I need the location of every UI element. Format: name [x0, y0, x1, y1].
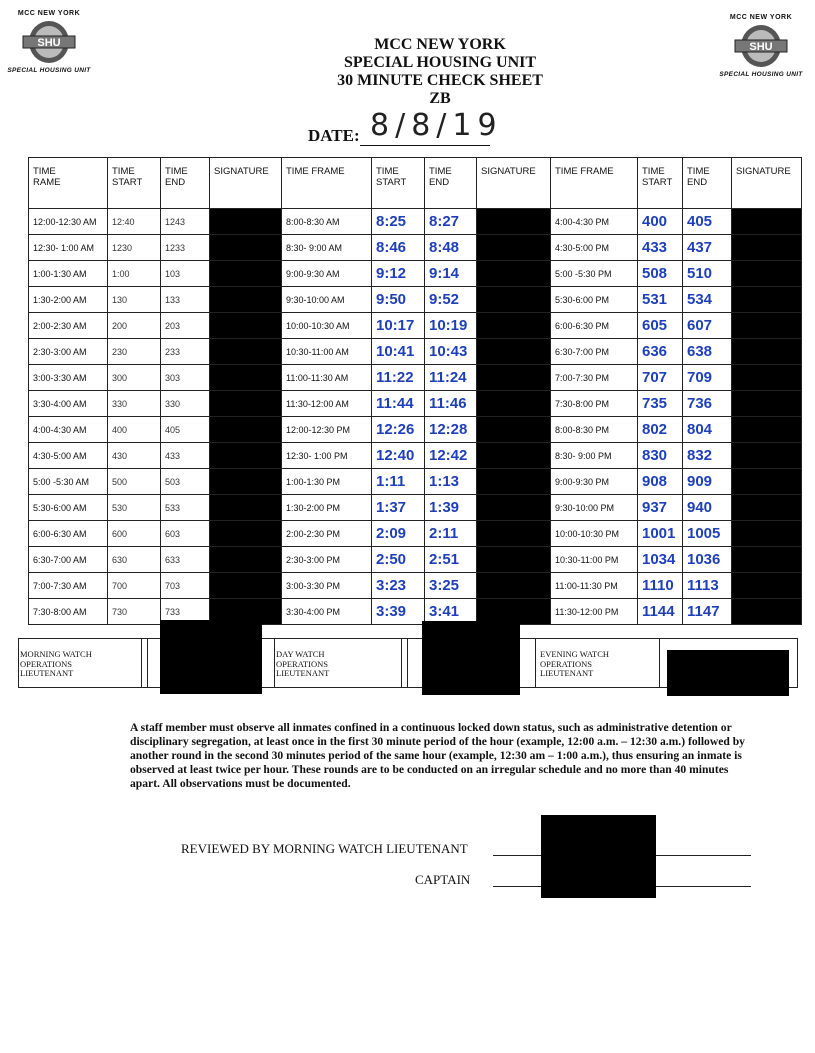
- page-title: [300, 36, 580, 108]
- time-end-cell[interactable]: 405: [683, 209, 732, 235]
- time-frame-cell: 1:00-1:30 PM: [282, 469, 372, 495]
- time-end-cell[interactable]: 437: [683, 235, 732, 261]
- time-start-cell[interactable]: 200: [108, 313, 161, 339]
- time-end-cell[interactable]: 330: [161, 391, 210, 417]
- title-line-3: 30 MINUTE CHECK SHEET: [337, 72, 543, 89]
- logo-top-text: MCC NEW YORK: [17, 10, 81, 17]
- signature-cell: [477, 261, 551, 287]
- time-frame-cell: 4:00-4:30 AM: [29, 417, 108, 443]
- logo-top-text: MCC NEW YORK: [729, 14, 793, 21]
- signature-cell: [732, 365, 802, 391]
- signature-cell: [477, 573, 551, 599]
- signature-cell: [210, 209, 282, 235]
- time-end-cell[interactable]: 633: [161, 547, 210, 573]
- time-frame-cell: 8:30- 9:00 PM: [551, 443, 638, 469]
- time-end-cell[interactable]: 534: [683, 287, 732, 313]
- signature-cell: [477, 417, 551, 443]
- table-row: [29, 573, 802, 599]
- time-end-cell[interactable]: 203: [161, 313, 210, 339]
- time-end-cell[interactable]: 1233: [161, 235, 210, 261]
- time-start-cell[interactable]: 508: [638, 261, 683, 287]
- time-frame-cell: 12:00-12:30 PM: [282, 417, 372, 443]
- signature-cell: [732, 261, 802, 287]
- signature-cell: [732, 417, 802, 443]
- table-row: [29, 391, 802, 417]
- signature-cell: [477, 209, 551, 235]
- logo-bottom-text: SPECIAL HOUSING UNIT: [7, 67, 91, 74]
- col-header-time-end: TIME END: [425, 158, 477, 209]
- time-start-cell[interactable]: 500: [108, 469, 161, 495]
- col-header-signature: SIGNATURE: [732, 158, 802, 209]
- divider: [659, 639, 660, 687]
- time-start-cell[interactable]: 2:50: [372, 547, 425, 573]
- time-end-cell[interactable]: 638: [683, 339, 732, 365]
- time-end-cell[interactable]: 8:27: [425, 209, 477, 235]
- time-start-cell[interactable]: 531: [638, 287, 683, 313]
- col-header-time-frame: TIME RAME: [29, 158, 108, 209]
- time-frame-cell: 6:00-6:30 PM: [551, 313, 638, 339]
- time-frame-cell: 6:30-7:00 PM: [551, 339, 638, 365]
- time-end-cell[interactable]: 1147: [683, 599, 732, 625]
- logo-left: [4, 10, 94, 74]
- title-line-1: MCC NEW YORK: [374, 36, 506, 53]
- col-header-time-start: TIME START: [372, 158, 425, 209]
- time-end-cell[interactable]: 533: [161, 495, 210, 521]
- table-row: [29, 209, 802, 235]
- signature-cell: [477, 339, 551, 365]
- signature-cell: [210, 287, 282, 313]
- time-start-cell[interactable]: 1230: [108, 235, 161, 261]
- time-start-cell[interactable]: 130: [108, 287, 161, 313]
- time-start-cell[interactable]: 9:50: [372, 287, 425, 313]
- time-start-cell[interactable]: 11:44: [372, 391, 425, 417]
- time-frame-cell: 10:30-11:00 PM: [551, 547, 638, 573]
- signature-cell: [732, 443, 802, 469]
- table-row: [29, 417, 802, 443]
- time-end-cell[interactable]: 709: [683, 365, 732, 391]
- time-end-cell[interactable]: 804: [683, 417, 732, 443]
- time-frame-cell: 2:30-3:00 PM: [282, 547, 372, 573]
- time-end-cell[interactable]: 909: [683, 469, 732, 495]
- time-frame-cell: 10:30-11:00 AM: [282, 339, 372, 365]
- time-end-cell[interactable]: 11:46: [425, 391, 477, 417]
- table-row: [29, 261, 802, 287]
- signature-cell: [477, 235, 551, 261]
- signature-cell: [732, 235, 802, 261]
- time-start-cell[interactable]: 830: [638, 443, 683, 469]
- time-frame-cell: 3:00-3:30 AM: [29, 365, 108, 391]
- time-end-cell[interactable]: 510: [683, 261, 732, 287]
- time-frame-cell: 2:00-2:30 PM: [282, 521, 372, 547]
- time-end-cell[interactable]: 10:43: [425, 339, 477, 365]
- signature-cell: [732, 391, 802, 417]
- date-line: [360, 145, 490, 146]
- time-end-cell[interactable]: 603: [161, 521, 210, 547]
- time-start-cell[interactable]: 8:25: [372, 209, 425, 235]
- svg-text:SHU: SHU: [749, 41, 773, 53]
- time-end-cell[interactable]: 12:28: [425, 417, 477, 443]
- logo-bottom-text: SPECIAL HOUSING UNIT: [719, 71, 803, 78]
- table-row: [29, 287, 802, 313]
- time-frame-cell: 10:00-10:30 PM: [551, 521, 638, 547]
- unit-code: ZB: [429, 90, 451, 107]
- evening-watch-label: EVENING WATCH OPERATIONS LIEUTENANT: [540, 649, 610, 678]
- time-end-cell[interactable]: 9:14: [425, 261, 477, 287]
- signature-cell: [477, 443, 551, 469]
- time-start-cell[interactable]: 730: [108, 599, 161, 625]
- time-start-cell[interactable]: 1034: [638, 547, 683, 573]
- signature-cell: [210, 417, 282, 443]
- table-row: [29, 235, 802, 261]
- time-frame-cell: 9:30-10:00 PM: [551, 495, 638, 521]
- time-end-cell[interactable]: 11:24: [425, 365, 477, 391]
- table-row: [29, 339, 802, 365]
- signature-cell: [477, 547, 551, 573]
- signature-cell: [732, 287, 802, 313]
- time-end-cell[interactable]: 133: [161, 287, 210, 313]
- time-frame-cell: 8:00-8:30 AM: [282, 209, 372, 235]
- time-frame-cell: 2:30-3:00 AM: [29, 339, 108, 365]
- time-start-cell[interactable]: 430: [108, 443, 161, 469]
- time-frame-cell: 9:30-10:00 AM: [282, 287, 372, 313]
- time-end-cell[interactable]: 503: [161, 469, 210, 495]
- time-frame-cell: 11:00-11:30 PM: [551, 573, 638, 599]
- time-start-cell[interactable]: 735: [638, 391, 683, 417]
- signature-cell: [477, 313, 551, 339]
- table-row: [29, 443, 802, 469]
- col-header-time-frame: TIME FRAME: [282, 158, 372, 209]
- signature-cell: [732, 547, 802, 573]
- time-frame-cell: 5:00 -5:30 PM: [551, 261, 638, 287]
- morning-watch-label: MORNING WATCH OPERATIONS LIEUTENANT: [20, 649, 92, 678]
- time-end-cell[interactable]: 1:13: [425, 469, 477, 495]
- signature-cell: [732, 339, 802, 365]
- time-start-cell[interactable]: 1144: [638, 599, 683, 625]
- signature-cell: [210, 443, 282, 469]
- time-end-cell[interactable]: 607: [683, 313, 732, 339]
- time-end-cell[interactable]: 103: [161, 261, 210, 287]
- day-watch-label: DAY WATCH OPERATIONS LIEUTENANT: [276, 649, 330, 678]
- review-morning-lt-label: REVIEWED BY MORNING WATCH LIEUTENANT: [181, 841, 468, 856]
- signature-cell: [477, 365, 551, 391]
- time-start-cell[interactable]: 630: [108, 547, 161, 573]
- col-header-time-end: TIME END: [161, 158, 210, 209]
- time-start-cell[interactable]: 10:41: [372, 339, 425, 365]
- policy-text: A staff member must observe all inmates confined in a continuous locked down status, such as administrative detention or disciplinary segregation, at least once in the first 30 minute period of the hour (example, 12:00 a.m. – 12:30 a.m.) followed by another round in the second 30 minutes period of the same hour (example, 12:30 am – 1:00 a.m.), thus ensuring an inmate is observed at least twice per hour. These rounds are to be conducted on an irregular schedule and no more than 40 minutes apart. All observations must be documented.: [130, 721, 745, 790]
- signature-cell: [210, 391, 282, 417]
- time-end-cell[interactable]: 3:41: [425, 599, 477, 625]
- time-frame-cell: 5:30-6:00 PM: [551, 287, 638, 313]
- table-header-row: [29, 158, 802, 209]
- signature-cell: [477, 469, 551, 495]
- divider: [401, 639, 402, 687]
- shu-emblem-icon: [21, 19, 77, 65]
- signature-cell: [210, 365, 282, 391]
- time-end-cell[interactable]: 405: [161, 417, 210, 443]
- time-frame-cell: 7:30-8:00 PM: [551, 391, 638, 417]
- signature-cell: [477, 495, 551, 521]
- table-row: [29, 599, 802, 625]
- col-header-time-frame: TIME FRAME: [551, 158, 638, 209]
- time-end-cell[interactable]: 12:42: [425, 443, 477, 469]
- signature-cell: [732, 313, 802, 339]
- col-header-time-end: TIME END: [683, 158, 732, 209]
- time-frame-cell: 5:30-6:00 AM: [29, 495, 108, 521]
- signature-cell: [210, 469, 282, 495]
- time-frame-cell: 2:00-2:30 AM: [29, 313, 108, 339]
- time-end-cell[interactable]: 940: [683, 495, 732, 521]
- signature-cell: [210, 235, 282, 261]
- redacted-signature: [667, 650, 789, 696]
- signature-cell: [732, 599, 802, 625]
- time-start-cell[interactable]: 400: [638, 209, 683, 235]
- time-start-cell[interactable]: 530: [108, 495, 161, 521]
- time-end-cell[interactable]: 1036: [683, 547, 732, 573]
- table-row: [29, 521, 802, 547]
- signature-cell: [477, 391, 551, 417]
- date-value[interactable]: 8/8/19: [370, 108, 503, 143]
- signature-cell: [477, 521, 551, 547]
- col-header-time-start: TIME START: [108, 158, 161, 209]
- time-end-cell[interactable]: 1113: [683, 573, 732, 599]
- time-frame-cell: 8:30- 9:00 AM: [282, 235, 372, 261]
- time-frame-cell: 9:00-9:30 PM: [551, 469, 638, 495]
- time-frame-cell: 9:00-9:30 AM: [282, 261, 372, 287]
- col-header-signature: SIGNATURE: [210, 158, 282, 209]
- time-frame-cell: 1:30-2:00 PM: [282, 495, 372, 521]
- time-start-cell[interactable]: 2:09: [372, 521, 425, 547]
- col-header-time-start: TIME START: [638, 158, 683, 209]
- signature-cell: [210, 261, 282, 287]
- time-start-cell[interactable]: 11:22: [372, 365, 425, 391]
- time-start-cell[interactable]: 12:40: [372, 443, 425, 469]
- time-end-cell[interactable]: 832: [683, 443, 732, 469]
- signature-cell: [210, 573, 282, 599]
- signature-cell: [732, 469, 802, 495]
- time-frame-cell: 12:00-12:30 AM: [29, 209, 108, 235]
- table-row: [29, 313, 802, 339]
- time-end-cell[interactable]: 8:48: [425, 235, 477, 261]
- divider: [535, 639, 536, 687]
- time-end-cell[interactable]: 2:51: [425, 547, 477, 573]
- time-end-cell[interactable]: 10:19: [425, 313, 477, 339]
- time-frame-cell: 7:30-8:00 AM: [29, 599, 108, 625]
- signature-cell: [732, 521, 802, 547]
- time-start-cell[interactable]: 1:00: [108, 261, 161, 287]
- time-end-cell[interactable]: 2:11: [425, 521, 477, 547]
- col-header-signature: SIGNATURE: [477, 158, 551, 209]
- time-start-cell[interactable]: 1110: [638, 573, 683, 599]
- table-row: [29, 365, 802, 391]
- time-frame-cell: 12:30- 1:00 AM: [29, 235, 108, 261]
- time-start-cell[interactable]: 700: [108, 573, 161, 599]
- signature-cell: [210, 521, 282, 547]
- review-captain-label: CAPTAIN: [415, 872, 471, 887]
- time-start-cell[interactable]: 707: [638, 365, 683, 391]
- divider: [147, 639, 148, 687]
- time-start-cell[interactable]: 12:40: [108, 209, 161, 235]
- time-start-cell[interactable]: 636: [638, 339, 683, 365]
- time-start-cell[interactable]: 1001: [638, 521, 683, 547]
- time-start-cell[interactable]: 400: [108, 417, 161, 443]
- divider: [407, 639, 408, 687]
- time-end-cell[interactable]: 736: [683, 391, 732, 417]
- time-start-cell[interactable]: 433: [638, 235, 683, 261]
- time-frame-cell: 6:00-6:30 AM: [29, 521, 108, 547]
- time-start-cell[interactable]: 1:11: [372, 469, 425, 495]
- time-start-cell[interactable]: 802: [638, 417, 683, 443]
- time-frame-cell: 12:30- 1:00 PM: [282, 443, 372, 469]
- time-end-cell[interactable]: 9:52: [425, 287, 477, 313]
- time-end-cell[interactable]: 703: [161, 573, 210, 599]
- time-frame-cell: 1:30-2:00 AM: [29, 287, 108, 313]
- redacted-signature: [160, 620, 262, 694]
- time-start-cell[interactable]: 3:39: [372, 599, 425, 625]
- time-frame-cell: 7:00-7:30 AM: [29, 573, 108, 599]
- signature-cell: [210, 313, 282, 339]
- check-table: [28, 157, 802, 625]
- time-frame-cell: 3:30-4:00 AM: [29, 391, 108, 417]
- time-start-cell[interactable]: 600: [108, 521, 161, 547]
- time-start-cell[interactable]: 330: [108, 391, 161, 417]
- signature-cell: [732, 573, 802, 599]
- redacted-signature: [541, 815, 656, 898]
- time-start-cell[interactable]: 937: [638, 495, 683, 521]
- time-frame-cell: 8:00-8:30 PM: [551, 417, 638, 443]
- time-start-cell[interactable]: 908: [638, 469, 683, 495]
- signature-cell: [732, 209, 802, 235]
- title-line-2: SPECIAL HOUSING UNIT: [343, 54, 537, 71]
- time-start-cell[interactable]: 9:12: [372, 261, 425, 287]
- table-row: [29, 469, 802, 495]
- time-start-cell[interactable]: 12:26: [372, 417, 425, 443]
- time-frame-cell: 11:00-11:30 AM: [282, 365, 372, 391]
- signature-cell: [477, 287, 551, 313]
- time-start-cell[interactable]: 1:37: [372, 495, 425, 521]
- time-frame-cell: 10:00-10:30 AM: [282, 313, 372, 339]
- date-label: DATE:: [308, 126, 360, 145]
- time-end-cell[interactable]: 733: [161, 599, 210, 625]
- time-frame-cell: 5:00 -5:30 AM: [29, 469, 108, 495]
- time-frame-cell: 11:30-12:00 PM: [551, 599, 638, 625]
- time-end-cell[interactable]: 303: [161, 365, 210, 391]
- time-end-cell[interactable]: 3:25: [425, 573, 477, 599]
- time-end-cell[interactable]: 1:39: [425, 495, 477, 521]
- time-frame-cell: 4:30-5:00 AM: [29, 443, 108, 469]
- time-frame-cell: 6:30-7:00 AM: [29, 547, 108, 573]
- time-start-cell[interactable]: 10:17: [372, 313, 425, 339]
- signature-cell: [210, 547, 282, 573]
- table-row: [29, 495, 802, 521]
- time-frame-cell: 3:00-3:30 PM: [282, 573, 372, 599]
- svg-text:SHU: SHU: [37, 37, 61, 49]
- time-start-cell[interactable]: 8:46: [372, 235, 425, 261]
- time-start-cell[interactable]: 3:23: [372, 573, 425, 599]
- time-start-cell[interactable]: 230: [108, 339, 161, 365]
- table-row: [29, 547, 802, 573]
- divider: [141, 639, 142, 687]
- time-frame-cell: 3:30-4:00 PM: [282, 599, 372, 625]
- signature-cell: [210, 495, 282, 521]
- signature-cell: [210, 339, 282, 365]
- time-end-cell[interactable]: 433: [161, 443, 210, 469]
- logo-right: [716, 14, 806, 78]
- signature-cell: [732, 495, 802, 521]
- time-frame-cell: 4:30-5:00 PM: [551, 235, 638, 261]
- time-frame-cell: 7:00-7:30 PM: [551, 365, 638, 391]
- shu-emblem-icon: [733, 23, 789, 69]
- time-end-cell[interactable]: 233: [161, 339, 210, 365]
- time-end-cell[interactable]: 1243: [161, 209, 210, 235]
- time-start-cell[interactable]: 300: [108, 365, 161, 391]
- time-frame-cell: 11:30-12:00 AM: [282, 391, 372, 417]
- redacted-signature: [422, 621, 520, 695]
- time-frame-cell: 1:00-1:30 AM: [29, 261, 108, 287]
- time-frame-cell: 4:00-4:30 PM: [551, 209, 638, 235]
- time-end-cell[interactable]: 1005: [683, 521, 732, 547]
- time-start-cell[interactable]: 605: [638, 313, 683, 339]
- divider: [274, 639, 275, 687]
